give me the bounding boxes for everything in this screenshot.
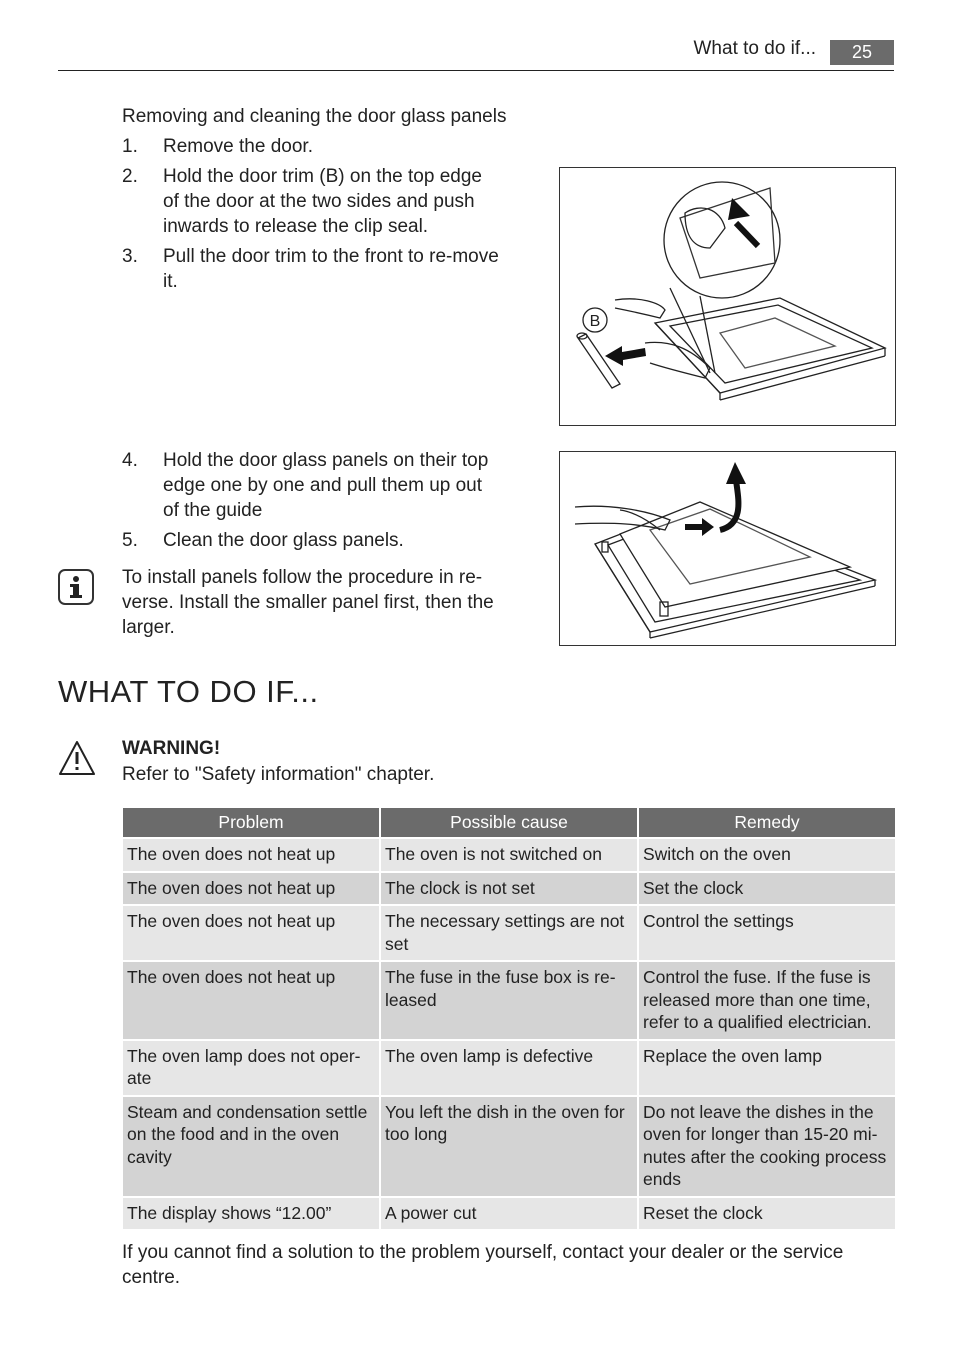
cell-remedy: Control the settings <box>639 906 895 960</box>
step-text: Clean the door glass panels. <box>163 530 404 551</box>
door-trim-illustration <box>559 167 896 426</box>
running-header: What to do if... <box>693 38 816 59</box>
cell-problem: The oven does not heat up <box>123 839 379 871</box>
step-number: 4. <box>122 450 138 471</box>
column-header-cause: Possible cause <box>381 808 637 837</box>
table-row <box>123 1097 895 1196</box>
step-number: 5. <box>122 530 138 551</box>
cell-problem: The display shows “12.00” <box>123 1198 379 1230</box>
column-header-remedy: Remedy <box>639 808 895 837</box>
cell-remedy: Switch on the oven <box>639 839 895 871</box>
table-header-row <box>123 808 895 837</box>
warning-icon <box>58 740 96 781</box>
step-number: 2. <box>122 166 138 187</box>
step-item <box>122 448 502 523</box>
table-row <box>123 1041 895 1095</box>
table-row <box>123 873 895 905</box>
cell-remedy: Replace the oven lamp <box>639 1041 895 1095</box>
cell-cause: The fuse in the fuse box is re-leased <box>381 962 637 1039</box>
table-row <box>123 906 895 960</box>
column-header-problem: Problem <box>123 808 379 837</box>
table-row <box>123 1198 895 1230</box>
table-row <box>123 962 895 1039</box>
cell-cause: The oven lamp is defective <box>381 1041 637 1095</box>
cell-problem: The oven does not heat up <box>123 906 379 960</box>
step-number: 1. <box>122 136 138 157</box>
section-title: WHAT TO DO IF... <box>58 674 319 709</box>
step-text: Hold the door glass panels on their top edge one by one and pull them up out of the guide <box>163 450 489 521</box>
cell-remedy: Reset the clock <box>639 1198 895 1230</box>
subsection-heading: Removing and cleaning the door glass panels <box>122 106 507 127</box>
cell-remedy: Set the clock <box>639 873 895 905</box>
table-row <box>123 839 895 871</box>
cell-problem: The oven does not heat up <box>123 873 379 905</box>
warning-text: Refer to "Safety information" chapter. <box>122 764 435 785</box>
cell-remedy: Do not leave the dishes in the oven for longer than 15-20 mi-nutes after the cooking process ends <box>639 1097 895 1196</box>
step-text: Remove the door. <box>163 136 313 157</box>
cell-remedy: Control the fuse. If the fuse is released more than one time, refer to a qualified electrician. <box>639 962 895 1039</box>
cell-cause: The oven is not switched on <box>381 839 637 871</box>
glass-panel-drawing <box>560 452 895 645</box>
warning-title: WARNING! <box>122 738 221 759</box>
cell-cause: You left the dish in the oven for too long <box>381 1097 637 1196</box>
footer-note: If you cannot find a solution to the problem yourself, contact your dealer or the service centre. <box>122 1242 844 1288</box>
cell-problem: The oven does not heat up <box>123 962 379 1039</box>
cell-problem: The oven lamp does not oper-ate <box>123 1041 379 1095</box>
glass-panel-illustration <box>559 451 896 646</box>
step-text: Pull the door trim to the front to re-move it. <box>163 246 499 292</box>
step-item <box>122 528 502 553</box>
header-rule <box>58 70 894 71</box>
info-note: To install panels follow the procedure in re-verse. Install the smaller panel first, then the larger. <box>122 567 494 638</box>
cell-cause: A power cut <box>381 1198 637 1230</box>
step-text: Hold the door trim (B) on the top edge of the door at the two sides and push inwards to release the clip seal. <box>163 166 482 237</box>
label-b: B <box>589 313 601 330</box>
cell-problem: Steam and condensation settle on the food and in the oven cavity <box>123 1097 379 1196</box>
cell-cause: The clock is not set <box>381 873 637 905</box>
cell-cause: The necessary settings are not set <box>381 906 637 960</box>
page-number: 25 <box>830 40 894 65</box>
step-item <box>122 244 502 294</box>
step-item <box>122 164 502 239</box>
step-item <box>122 134 502 159</box>
info-icon <box>58 569 94 605</box>
step-number: 3. <box>122 246 138 267</box>
troubleshooting-table <box>121 806 897 1231</box>
door-trim-drawing <box>560 168 895 425</box>
